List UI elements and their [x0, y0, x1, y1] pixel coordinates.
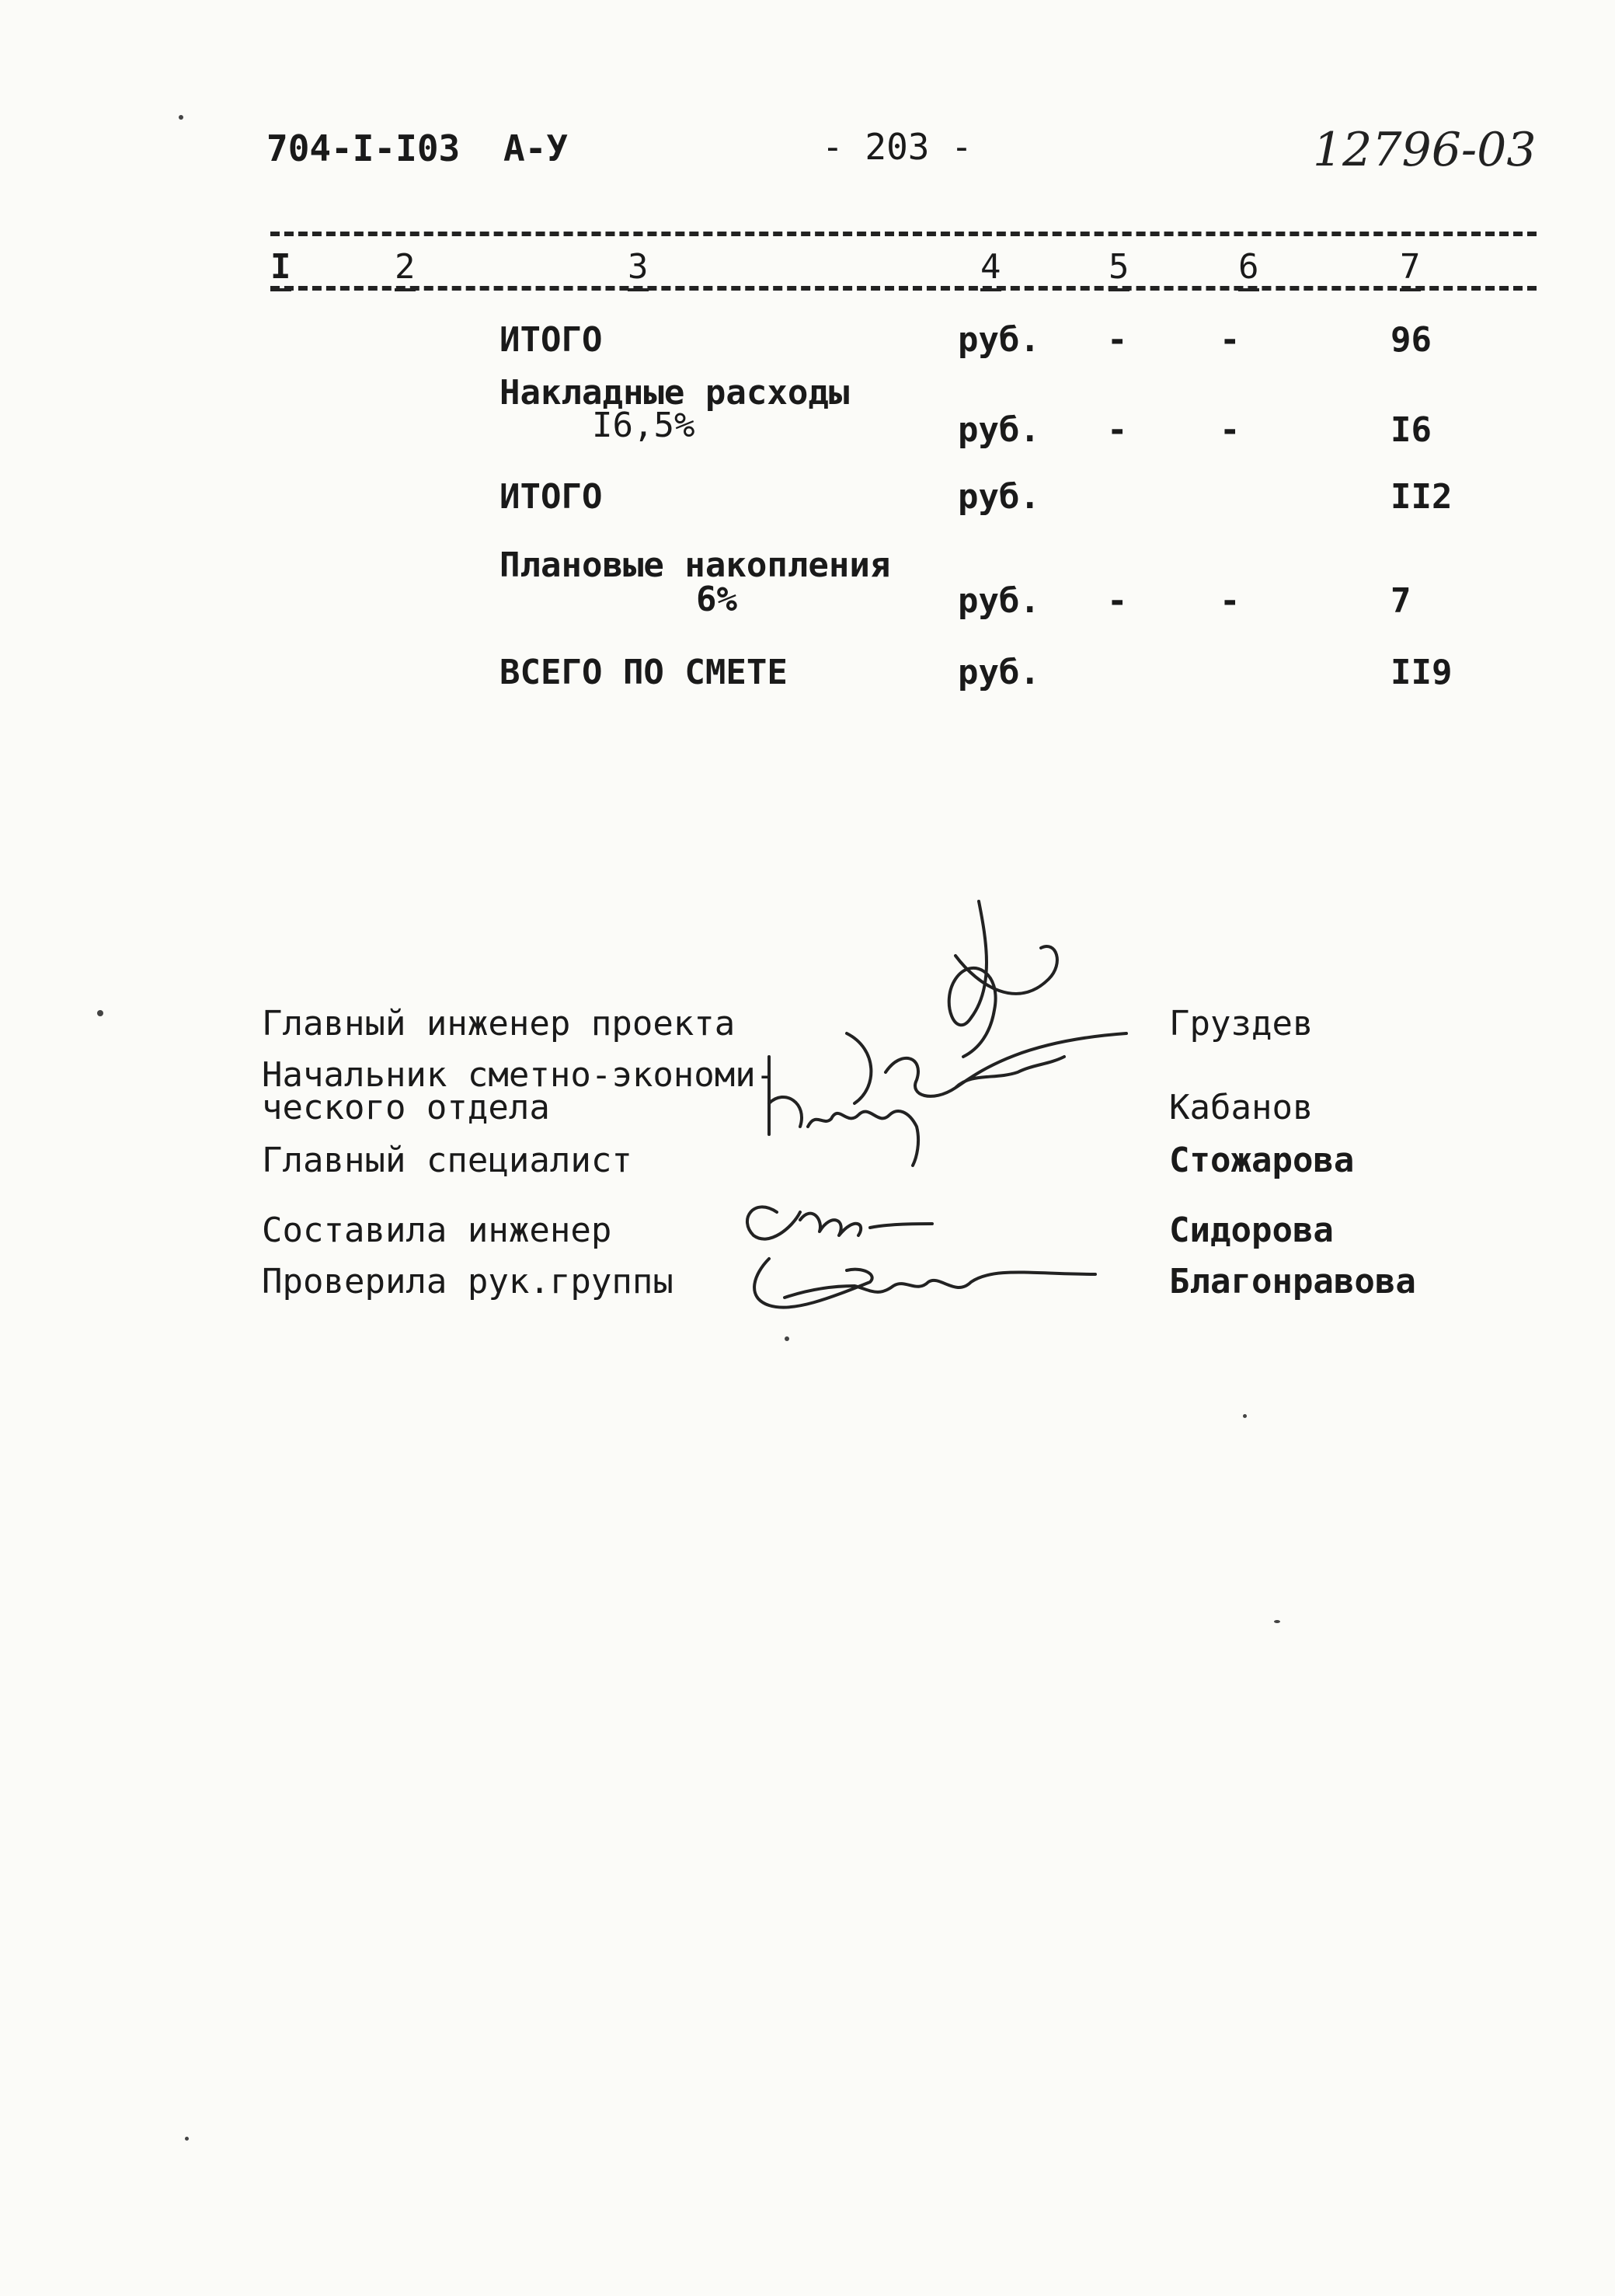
- table-row-4-col6: -: [1220, 581, 1241, 621]
- table-row-4-unit: руб.: [958, 581, 1040, 621]
- table-header-rule: [270, 286, 1537, 291]
- column-header-5: 5: [1109, 250, 1129, 284]
- signature-role-2-cont: ческого отдела: [262, 1088, 550, 1127]
- table-row-5-unit: руб.: [958, 653, 1040, 692]
- document-code: 704-I-I03: [266, 127, 461, 169]
- handwritten-signatures: [722, 894, 1157, 1344]
- archive-number: 12796-03: [1313, 123, 1537, 177]
- table-row-2-col7: I6: [1391, 410, 1432, 450]
- table-row-3-col7: II2: [1391, 477, 1453, 517]
- table-row-4-col5: -: [1107, 581, 1128, 621]
- signature-name-4: Сидорова: [1169, 1211, 1334, 1250]
- table-top-rule: [270, 232, 1537, 236]
- column-header-4: 4: [980, 250, 1001, 284]
- scan-speck: [185, 2137, 189, 2141]
- table-row-1-unit: руб.: [958, 320, 1040, 360]
- page-number: - 203 -: [822, 126, 973, 168]
- signature-name-5: Благонравова: [1169, 1262, 1416, 1301]
- signature-role-3: Главный специалист: [262, 1141, 632, 1180]
- signature-role-5: Проверила рук.группы: [262, 1262, 673, 1301]
- scan-speck: [97, 1010, 103, 1016]
- signature-role-1: Главный инженер проекта: [262, 1004, 736, 1043]
- signature-name-1: Груздев: [1169, 1004, 1314, 1043]
- signature-role-2: Начальник сметно-экономи-: [262, 1055, 777, 1095]
- table-row-4-col7: 7: [1391, 581, 1411, 621]
- signature-role-4: Составила инженер: [262, 1211, 612, 1250]
- table-row-2-unit: руб.: [958, 410, 1040, 450]
- column-header-3: 3: [628, 250, 649, 284]
- table-row-2-name: Накладные расходы: [499, 373, 850, 413]
- column-header-7: 7: [1400, 250, 1421, 284]
- column-header-1: I: [270, 250, 291, 284]
- signature-name-2: Кабанов: [1169, 1088, 1314, 1127]
- table-row-1-name: ИТОГО: [499, 320, 603, 360]
- scan-speck: [1243, 1414, 1247, 1418]
- table-row-1-col6: -: [1220, 320, 1241, 360]
- signature-name-3: Стожарова: [1169, 1141, 1355, 1180]
- table-row-3-unit: руб.: [958, 477, 1040, 517]
- scan-speck: [785, 1336, 789, 1341]
- table-row-5-col7: II9: [1391, 653, 1453, 692]
- scan-speck: [1274, 1620, 1280, 1623]
- column-header-6: 6: [1238, 250, 1259, 284]
- column-header-2: 2: [395, 250, 416, 284]
- table-row-2-rate: I6,5%: [592, 406, 695, 445]
- table-row-4-name: Плановые накопления: [499, 545, 891, 585]
- table-row-1-col5: -: [1107, 320, 1128, 360]
- table-row-4-rate: 6%: [696, 580, 737, 619]
- table-row-2-col5: -: [1107, 410, 1128, 450]
- table-row-1-col7: 96: [1391, 320, 1432, 360]
- document-part: А-У: [503, 127, 569, 169]
- table-row-3-name: ИТОГО: [499, 477, 603, 517]
- table-row-5-name: ВСЕГО ПО СМЕТЕ: [499, 653, 788, 692]
- scan-speck: [179, 115, 183, 120]
- table-row-2-col6: -: [1220, 410, 1241, 450]
